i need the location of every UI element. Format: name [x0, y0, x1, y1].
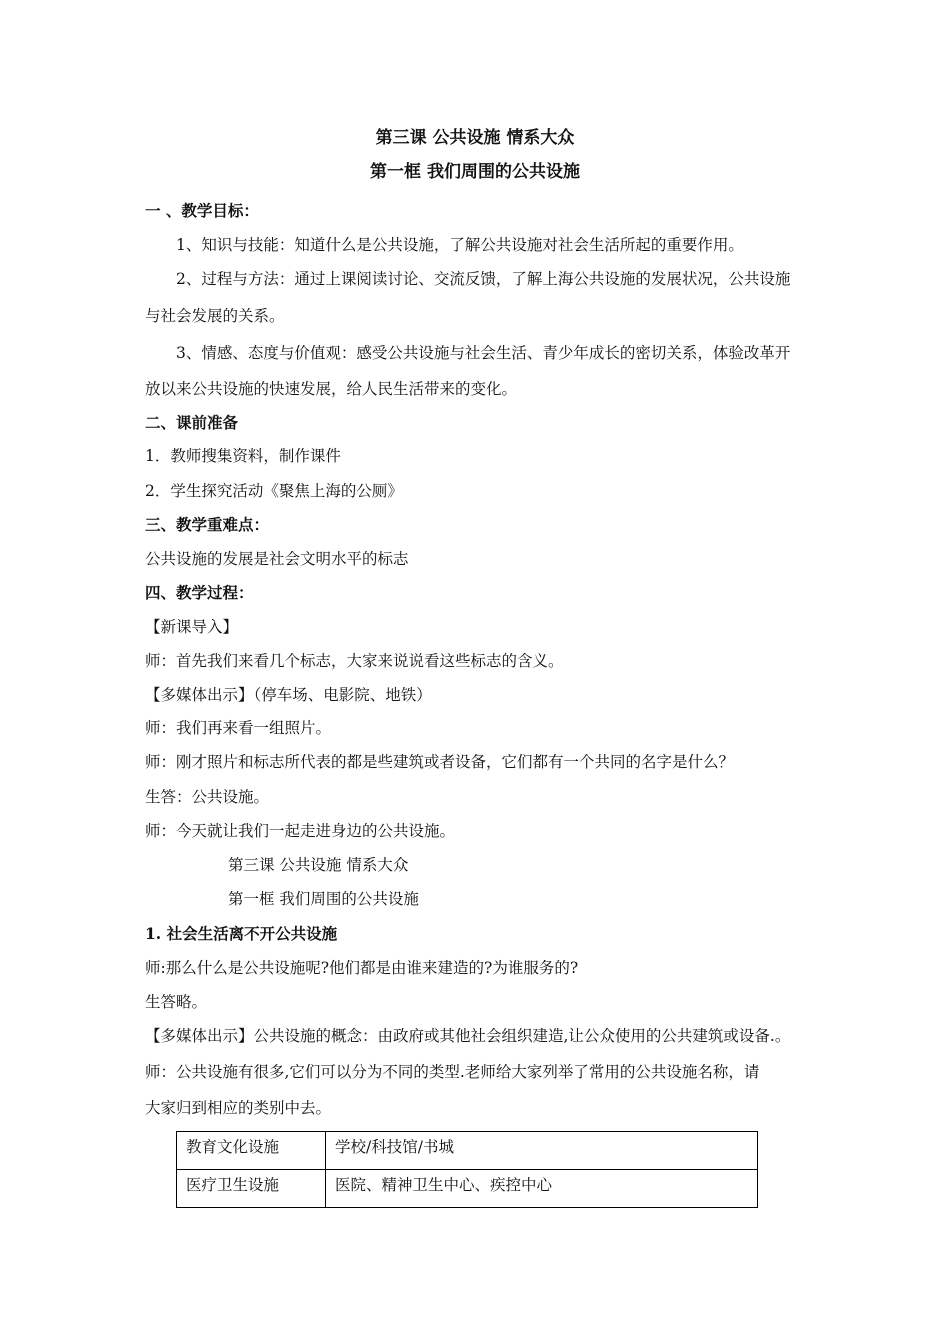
objective-item-2-line-2: 与社会发展的关系。: [145, 307, 285, 325]
preparation-item-2: 2．学生探究活动《聚焦上海的公厕》: [145, 482, 403, 500]
key-points-text: 公共设施的发展是社会文明水平的标志: [145, 550, 409, 568]
point-1-line: 师:那么什么是公共设施呢?他们都是由谁来建造的?为谁服务的?: [145, 959, 579, 977]
board-title: 第三课 公共设施 情系大众: [228, 856, 409, 874]
facility-category-table: [176, 1131, 758, 1208]
table-cell-examples: 学校/科技馆/书城: [326, 1132, 758, 1170]
point-1-heading: 1. 社会生活离不开公共设施: [145, 924, 338, 943]
lesson-title: 第三课 公共设施 情系大众: [375, 128, 575, 148]
point-1-line: 师：公共设施有很多,它们可以分为不同的类型.老师给大家列举了常用的公共设施名称，请: [145, 1063, 760, 1081]
objective-item-3-line-2: 放以来公共设施的快速发展，给人民生活带来的变化。: [145, 380, 518, 398]
process-line: 师：刚才照片和标志所代表的都是些建筑或者设备，它们都有一个共同的名字是什么？: [145, 753, 735, 771]
objective-item-2-line-1: 2、过程与方法：通过上课阅读讨论、交流反馈，了解上海公共设施的发展状况，公共设施: [176, 270, 791, 288]
section-heading-preparation: 二、课前准备: [145, 413, 239, 432]
point-1-line: 生答略。: [145, 993, 208, 1011]
table-cell-category: 教育文化设施: [177, 1132, 326, 1170]
objective-item-3-line-1: 3、情感、态度与价值观：感受公共设施与社会生活、青少年成长的密切关系，体验改革开: [176, 344, 791, 362]
board-subtitle: 第一框 我们周围的公共设施: [228, 890, 419, 908]
section-heading-objectives: 一 、教学目标：: [145, 201, 259, 220]
process-line: 师：我们再来看一组照片。: [145, 719, 332, 737]
section-heading-process: 四、教学过程：: [145, 583, 254, 602]
table-row: [177, 1170, 758, 1208]
section-heading-key-points: 三、教学重难点：: [145, 515, 270, 534]
table-cell-category: 医疗卫生设施: [177, 1170, 326, 1208]
process-line: 生答：公共设施。: [145, 788, 270, 806]
preparation-item-1: 1．教师搜集资料，制作课件: [145, 447, 341, 465]
point-1-line: 大家归到相应的类别中去。: [145, 1099, 332, 1117]
table-cell-examples: 医院、精神卫生中心、疾控中心: [326, 1170, 758, 1208]
process-line: 师：首先我们来看几个标志，大家来说说看这些标志的含义。: [145, 652, 564, 670]
table-row: [177, 1132, 758, 1170]
process-line: 师：今天就让我们一起走进身边的公共设施。: [145, 822, 456, 840]
process-line: 【多媒体出示】（停车场、电影院、地铁）: [145, 686, 432, 704]
point-1-line: 【多媒体出示】公共设施的概念：由政府或其他社会组织建造,让公众使用的公共建筑或设备.。: [145, 1027, 791, 1045]
objective-item-1: 1、知识与技能：知道什么是公共设施，了解公共设施对社会生活所起的重要作用。: [176, 236, 744, 254]
lesson-subtitle: 第一框 我们周围的公共设施: [370, 162, 580, 182]
process-line: 【新课导入】: [145, 618, 239, 636]
